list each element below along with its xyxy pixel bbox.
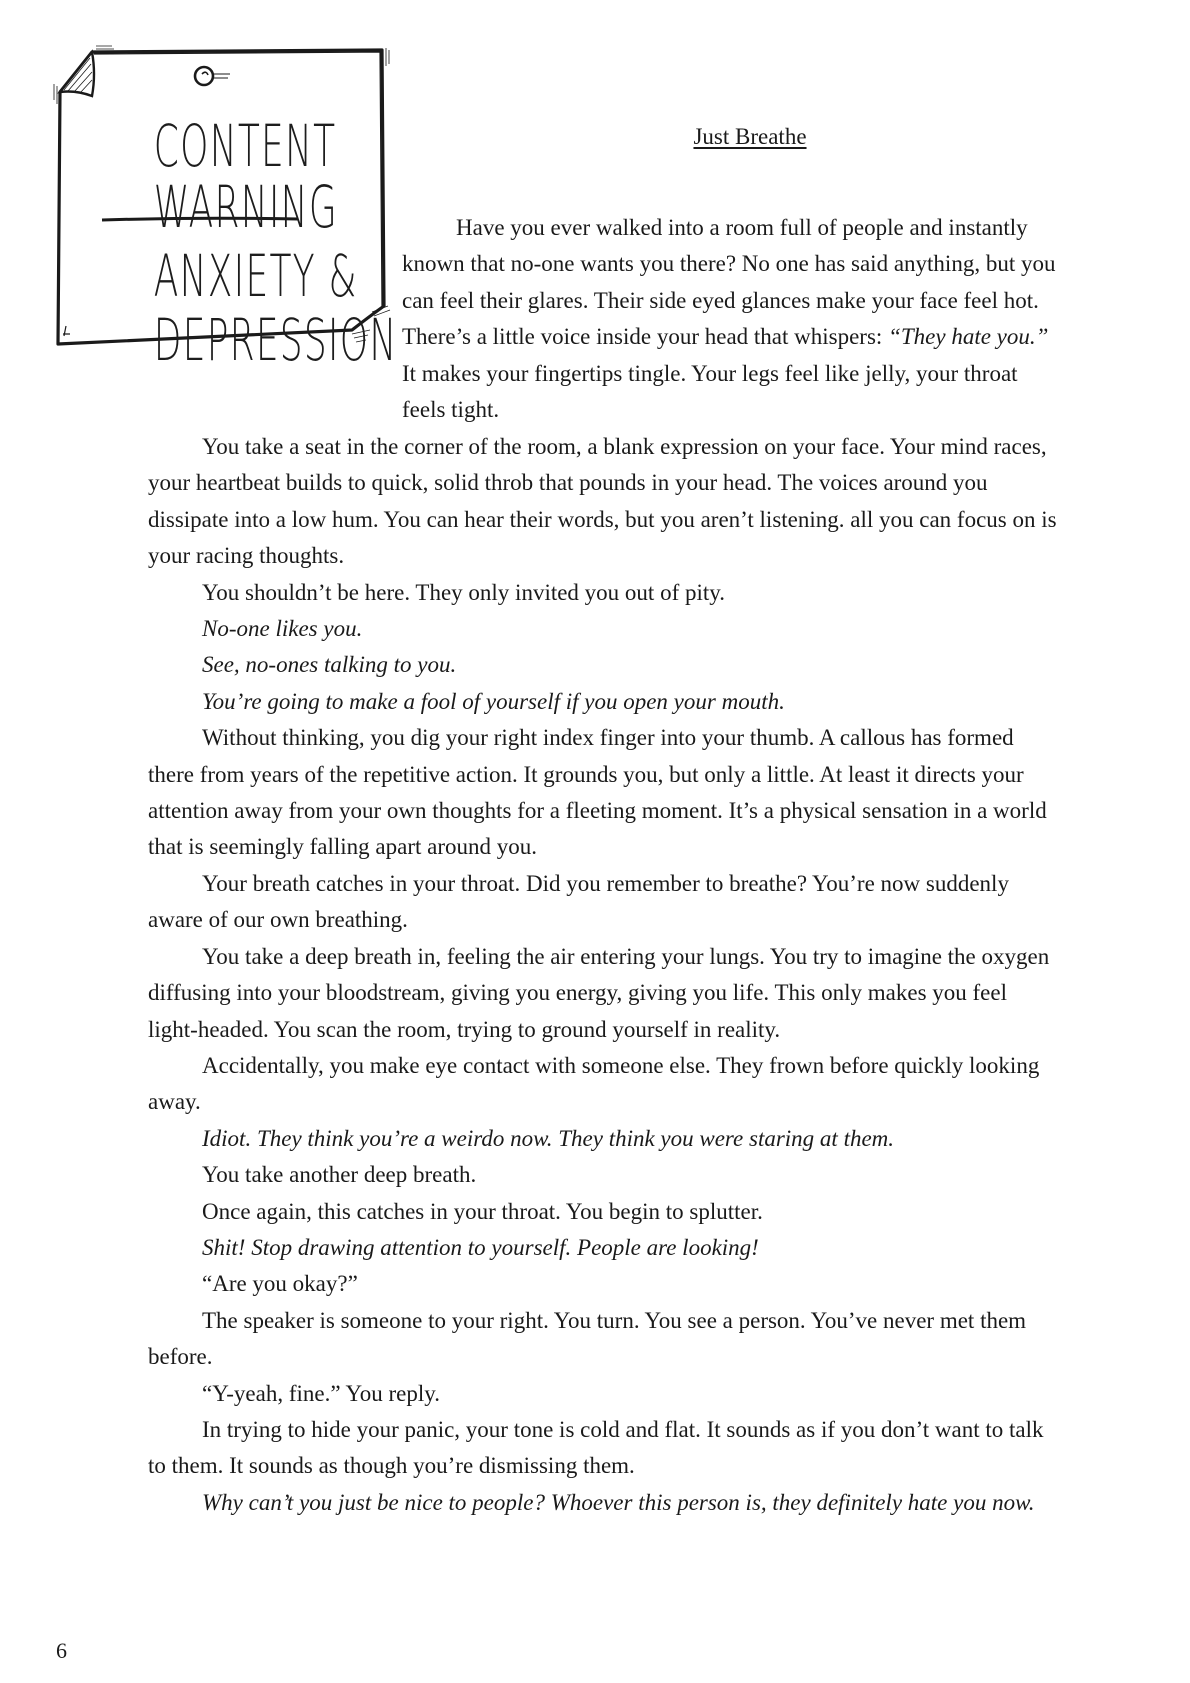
body-paragraph: You’re going to make a fool of yourself if you open your mouth. (202, 688, 785, 714)
body-paragraph: Why can’t you just be nice to people? Whoever this person is, they definitely hate you now. (202, 1489, 1035, 1515)
body-paragraph: You take a seat in the corner of the room, a blank expression on your face. Your mind races, your heartbeat builds to quick, solid throb that pounds in your head. The voices around you dissipate into a low hum. You can hear their words, but you aren’t listening. all you can focus on is your racing thoughts. (148, 434, 1057, 569)
body-paragraph: Once again, this catches in your throat. You begin to splutter. (202, 1198, 763, 1224)
intro-italic-quote: “They hate you.” (888, 324, 1049, 350)
content-warning-note (52, 44, 398, 384)
pin-icon (195, 67, 213, 85)
body-paragraph: The speaker is someone to your right. You turn. You see a person. You’ve never met them before. (148, 1307, 1027, 1370)
body-paragraph: You shouldn’t be here. They only invited you out of pity. (202, 579, 726, 605)
body-paragraph: “Are you okay?” (202, 1271, 358, 1297)
intro-text-start: Have you ever walked into a room full of people and instantly known that no-one wants you there? No one has said anything, but you can feel their glares. Their side eyed glances make your face feel hot. There’s a little voice inside your head that whispers: (402, 215, 1056, 350)
body-paragraph: No-one likes you. (202, 616, 363, 642)
body-paragraph: Shit! Stop drawing attention to yourself. People are looking! (202, 1234, 759, 1260)
body-paragraph: You take another deep breath. (202, 1162, 477, 1188)
body-paragraph: In trying to hide your panic, your tone is cold and flat. It sounds as if you don’t want to talk to them. It sounds as though you’re dismissing them. (148, 1416, 1044, 1479)
note-line-anxiety: ANXIETY & (153, 242, 358, 310)
body-paragraph: “Y-yeah, fine.” You reply. (202, 1380, 441, 1406)
body-paragraph: See, no-ones talking to you. (202, 652, 457, 678)
body-paragraph: Without thinking, you dig your right index finger into your thumb. A callous has formed there from years of the repetitive action. It grounds you, but only a little. At least it directs your attention away from your own thoughts for a fleeting moment. It’s a physical sensation in a world that is seemingly falling apart around you. (148, 725, 1047, 860)
page-number: 6 (56, 1638, 67, 1663)
note-line-content: CONTENT (153, 112, 337, 180)
body-paragraph: Idiot. They think you’re a weirdo now. They think you were staring at them. (202, 1125, 895, 1151)
sticky-note-frame (52, 44, 398, 384)
story-body (148, 429, 1062, 1521)
intro-text-end: It makes your fingertips tingle. Your legs feel like jelly, your throat feels tight. (402, 360, 1018, 423)
body-paragraph: Your breath catches in your throat. Did you remember to breathe? You’re now suddenly aware of our own breathing. (148, 870, 1009, 933)
story-title: Just Breathe (693, 124, 807, 149)
note-line-depression: DEPRESSION (153, 306, 398, 374)
intro-paragraph (402, 210, 1062, 428)
note-line-warning: WARNING (153, 173, 338, 241)
body-paragraph: You take a deep breath in, feeling the air entering your lungs. You try to imagine the oxygen diffusing into your bloodstream, giving you energy, giving you life. This only makes you feel light-headed. You scan the room, trying to ground yourself in reality. (148, 943, 1050, 1042)
body-paragraph: Accidentally, you make eye contact with someone else. They frown before quickly looking away. (148, 1052, 1040, 1115)
